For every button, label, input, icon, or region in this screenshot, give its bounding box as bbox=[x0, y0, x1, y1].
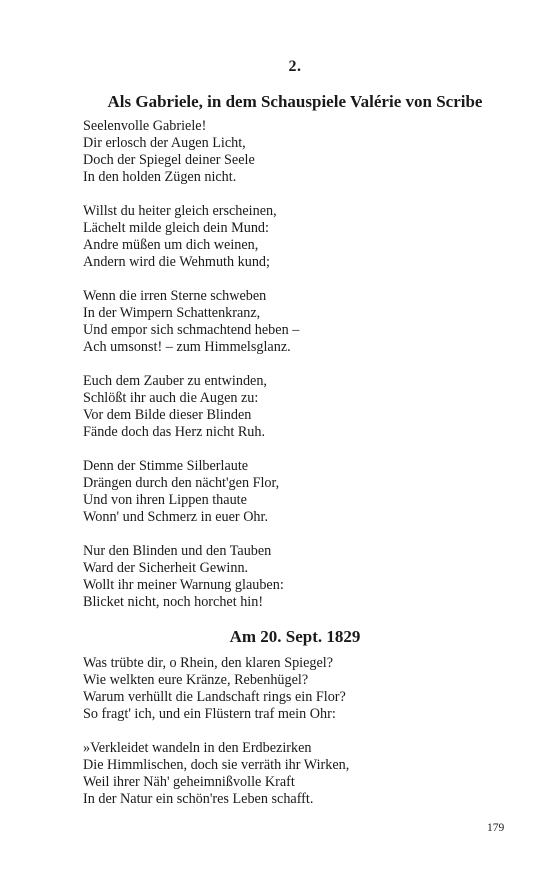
verse-line: Wie welkten eure Kränze, Rebenhügel? bbox=[83, 672, 309, 688]
stanza bbox=[83, 373, 523, 441]
verse-line: Ach umsonst! – zum Himmelsglanz. bbox=[83, 339, 291, 355]
poem-title-1: Als Gabriele, in dem Schauspiele Valérie von Scribe bbox=[107, 92, 483, 111]
verse-line: »Verkleidet wandeln in den Erdbezirken bbox=[83, 740, 312, 756]
stanza bbox=[83, 655, 523, 723]
verse-line: In der Natur ein schön'res Leben schafft. bbox=[83, 791, 314, 807]
verse-line: Schlößt ihr auch die Augen zu: bbox=[83, 390, 259, 406]
verse-line: Wonn' und Schmerz in euer Ohr. bbox=[83, 509, 269, 525]
poem-body-1 bbox=[83, 118, 523, 628]
stanza bbox=[83, 288, 523, 356]
verse-line: Wenn die irren Sterne schweben bbox=[83, 288, 267, 304]
verse-line: Andre müßen um dich weinen, bbox=[83, 237, 259, 253]
verse-line: Blicket nicht, noch horchet hin! bbox=[83, 594, 264, 610]
stanza bbox=[83, 543, 523, 611]
verse-line: Vor dem Bilde dieser Blinden bbox=[83, 407, 252, 423]
verse-line: Denn der Stimme Silberlaute bbox=[83, 458, 249, 474]
stanza bbox=[83, 740, 523, 808]
verse-line: Seelenvolle Gabriele! bbox=[83, 118, 207, 134]
stanza bbox=[83, 458, 523, 526]
verse-line: Andern wird die Wehmuth kund; bbox=[83, 254, 270, 270]
verse-line: In den holden Zügen nicht. bbox=[83, 169, 237, 185]
verse-line: So fragt' ich, und ein Flüstern traf mein Ohr: bbox=[83, 706, 336, 722]
verse-line: In der Wimpern Schattenkranz, bbox=[83, 305, 261, 321]
stanza bbox=[83, 118, 523, 186]
verse-line: Ward der Sicherheit Gewinn. bbox=[83, 560, 249, 576]
verse-line: Willst du heiter gleich erscheinen, bbox=[83, 203, 277, 219]
verse-line: Dir erlosch der Augen Licht, bbox=[83, 135, 246, 151]
verse-line: Fände doch das Herz nicht Ruh. bbox=[83, 424, 266, 440]
verse-line: Wollt ihr meiner Warnung glauben: bbox=[83, 577, 284, 593]
verse-line: Doch der Spiegel deiner Seele bbox=[83, 152, 255, 168]
verse-line: Nur den Blinden und den Tauben bbox=[83, 543, 272, 559]
section-number: 2. bbox=[288, 58, 302, 75]
verse-line: Drängen durch den nächt'gen Flor, bbox=[83, 475, 280, 491]
verse-line: Lächelt milde gleich dein Mund: bbox=[83, 220, 269, 236]
verse-line: Warum verhüllt die Landschaft rings ein Flor? bbox=[83, 689, 346, 705]
page-number: 179 bbox=[487, 822, 505, 834]
poem-title-2: Am 20. Sept. 1829 bbox=[229, 627, 361, 646]
verse-line: Euch dem Zauber zu entwinden, bbox=[83, 373, 267, 389]
poem-body-2 bbox=[83, 655, 523, 825]
stanza bbox=[83, 203, 523, 271]
verse-line: Die Himmlischen, doch sie verräth ihr Wirken, bbox=[83, 757, 350, 773]
verse-line: Was trübte dir, o Rhein, den klaren Spiegel? bbox=[83, 655, 334, 671]
verse-line: Und von ihren Lippen thaute bbox=[83, 492, 247, 508]
verse-line: Und empor sich schmachtend heben – bbox=[83, 322, 300, 338]
verse-line: Weil ihrer Näh' geheimnißvolle Kraft bbox=[83, 774, 295, 790]
